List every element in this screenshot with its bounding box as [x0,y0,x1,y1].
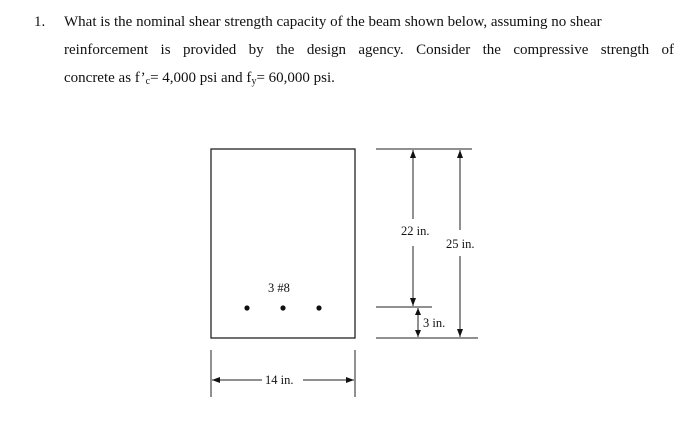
fy-subscript: y [251,76,257,87]
fy-prefix: = 4,000 psi and f [150,70,252,86]
rebar-center [280,305,285,310]
total-depth-arrow-top [457,150,463,158]
rebar-left [244,305,249,310]
total-depth-arrow-bottom [457,329,463,337]
effective-depth-arrow-bottom [410,298,416,306]
question-number: 1. [34,14,46,30]
rebar-right [316,305,321,310]
width-arrow-left [212,377,220,383]
fy-value: = 60,000 psi. [256,70,335,86]
fc-subscript: c [145,76,151,87]
width-label: 14 in. [265,373,294,387]
question-line-1-text: What is the nominal shear strength capacity of the beam shown below, assuming no shear [64,14,602,30]
cover-arrow-top [415,308,421,315]
total-depth-label: 25 in. [446,237,475,251]
effective-depth-label: 22 in. [401,224,430,238]
rebar-label: 3 #8 [268,281,290,295]
cover-arrow-bottom [415,330,421,337]
question-line-2: reinforcement is provided by the design agency. Consider the compressive strength of [64,42,674,58]
cover-label: 3 in. [423,316,446,330]
width-arrow-right [346,377,354,383]
effective-depth-arrow-top [410,150,416,158]
fc-prefix: concrete as f’ [64,70,146,86]
